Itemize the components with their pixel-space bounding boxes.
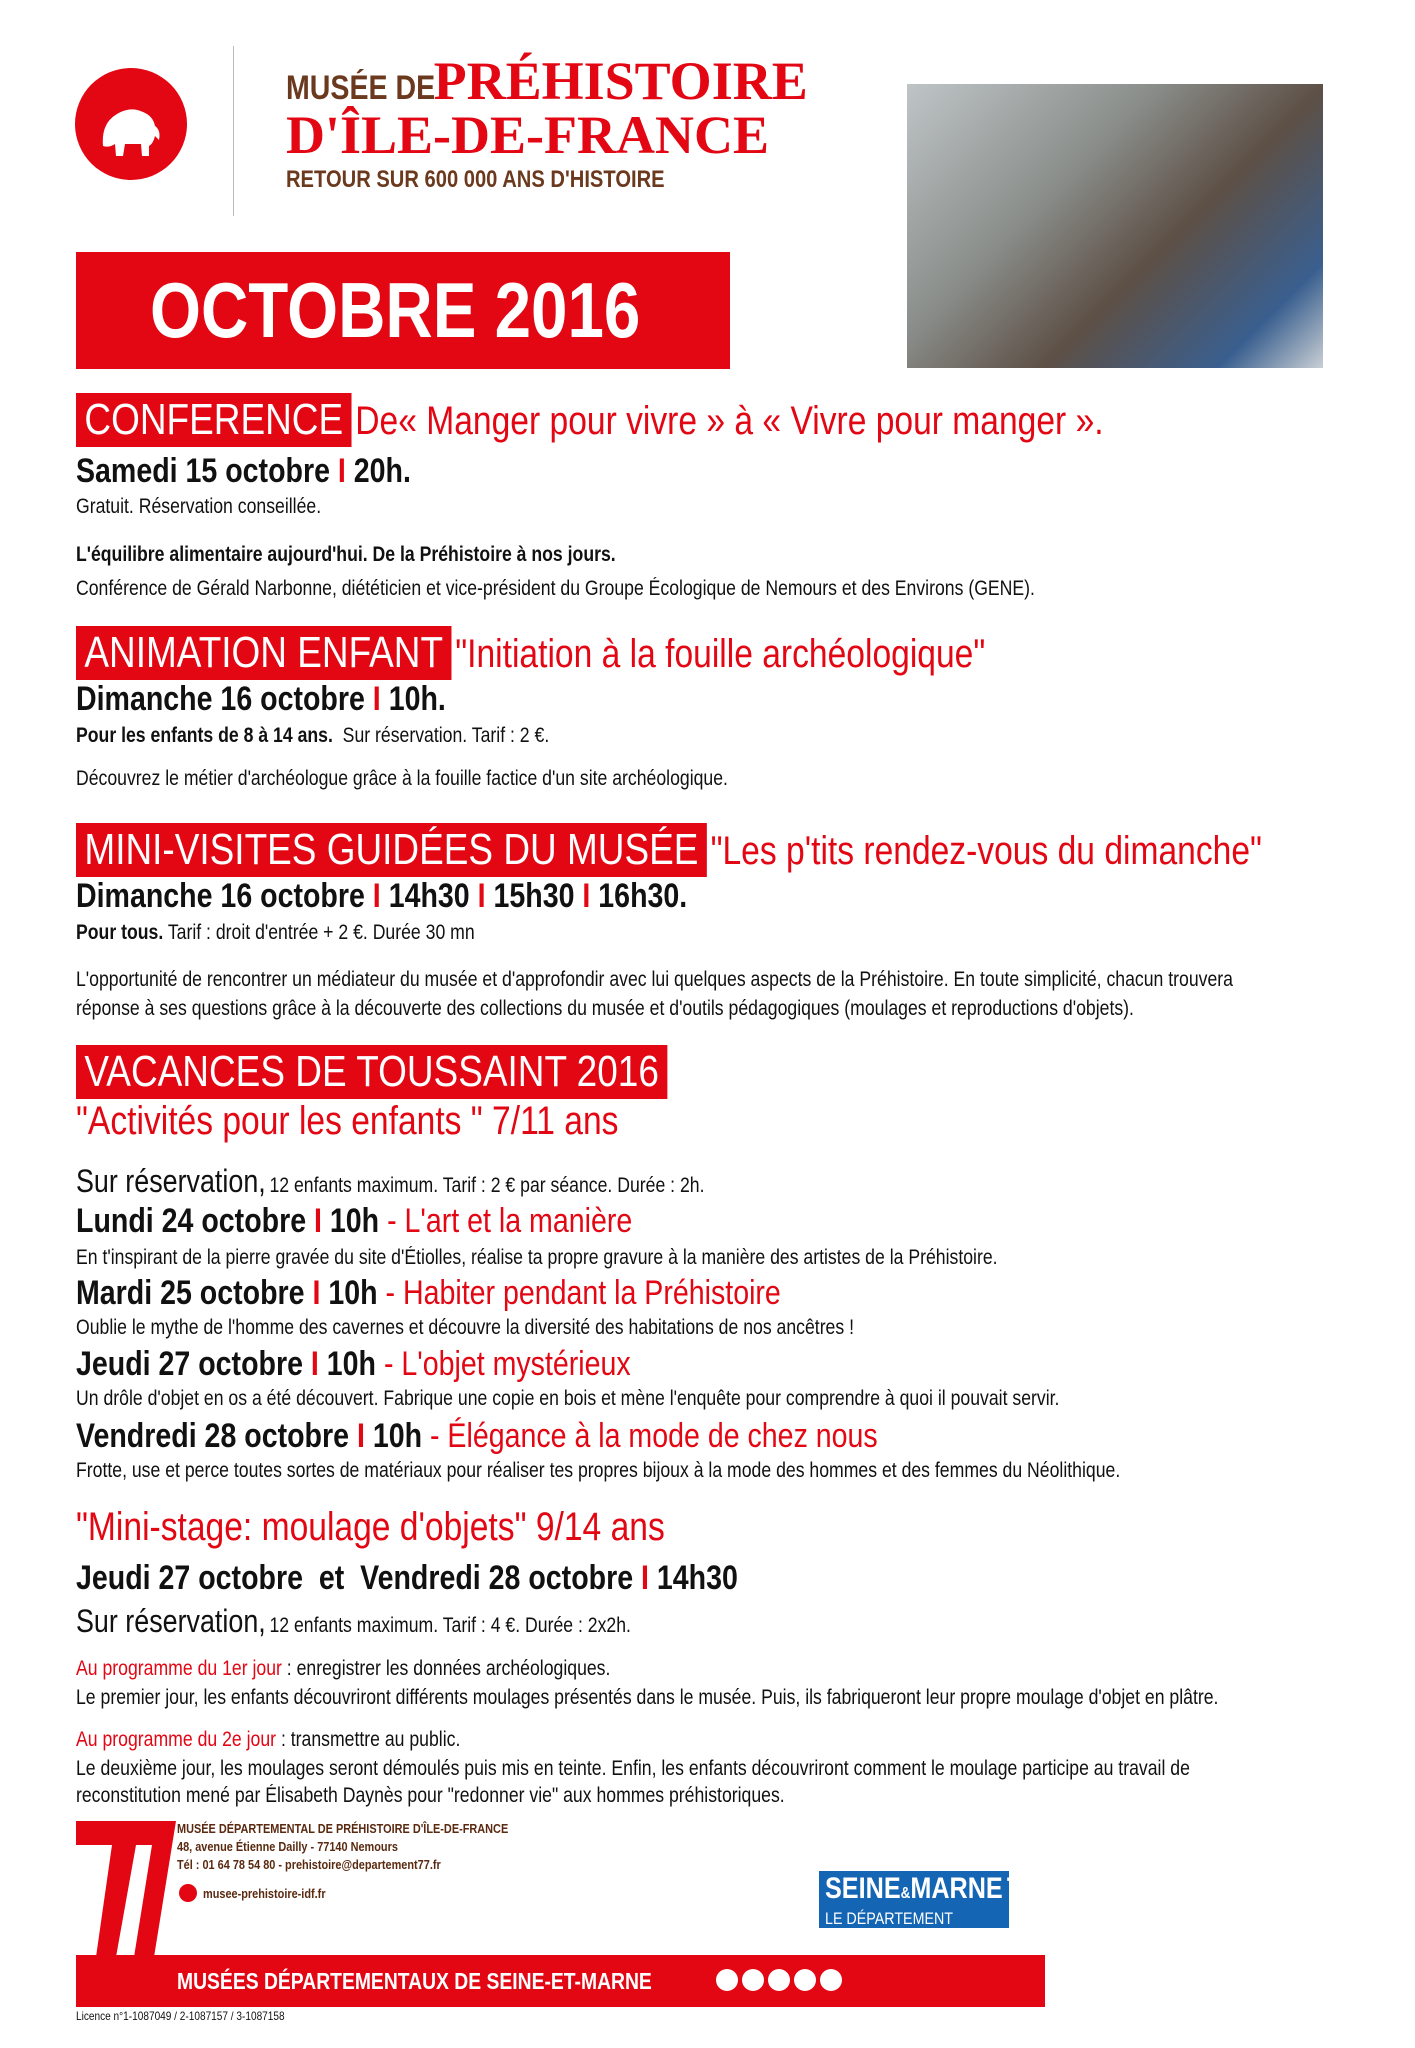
vacances-header	[76, 1045, 667, 1099]
footer-band	[76, 1955, 1045, 2007]
conference-info: Gratuit. Réservation conseillée.	[76, 495, 322, 518]
conference-desc: Conférence de Gérald Narbonne, diététicien et vice-président du Groupe Écologique de Nemours et des Environs (GENE).	[76, 577, 1035, 600]
stage-title: "Mini-stage: moulage d'objets" 9/14 ans	[76, 1505, 665, 1549]
museum-title	[286, 50, 808, 194]
stage-day2-desc1: Le deuxième jour, les moulages seront démoulés puis mis en teinte. Enfin, les enfants découvriront comment le moulage participe au travail de	[76, 1757, 1190, 1780]
museum-line1: MUSÉE DE	[286, 69, 436, 107]
activity-desc: Un drôle d'objet en os a été découvert. Fabrique une copie en bois et mène l'enquête pour comprendre à quoi il pouvait servir.	[76, 1387, 1060, 1410]
stage-day2-desc2: reconstitution mené par Élisabeth Daynès pour "redonner vie" aux hommes préhistoriques.	[76, 1784, 785, 1807]
seine-et-marne-77-logo	[76, 1821, 176, 1957]
conference-date: Samedi 15 octobre I 20h.	[76, 452, 411, 490]
vacances-resa: Sur réservation, 12 enfants maximum. Tarif : 2 € par séance. Durée : 2h.	[76, 1163, 705, 1199]
footer-address-block	[177, 1820, 508, 1874]
museum-icon	[716, 1969, 738, 1991]
activity-desc: Oublie le mythe de l'homme des cavernes et découvre la diversité des habitations de nos ancêtres !	[76, 1316, 854, 1339]
stage-day1-desc: Le premier jour, les enfants découvriront différents moulages présentés dans le musée. Puis, ils fabriqueront leur propre moulage d'objet en plâtre.	[76, 1686, 1219, 1709]
footer-museum-name: MUSÉE DÉPARTEMENTAL DE PRÉHISTOIRE D'ÎLE-DE-FRANCE	[177, 1821, 509, 1836]
activity-desc: Frotte, use et perce toutes sortes de matériaux pour réaliser tes propres bijoux à la mode des hommes et des femmes du Néolithique.	[76, 1459, 1121, 1482]
museum-icon	[742, 1969, 764, 1991]
vacances-subtitle: "Activités pour les enfants " 7/11 ans	[76, 1099, 619, 1143]
stage-day1: Au programme du 1er jour : enregistrer les données archéologiques.	[76, 1657, 611, 1680]
conference-tag: CONFERENCE	[76, 393, 352, 447]
museum-photo	[907, 84, 1323, 368]
vacances-tag: VACANCES DE TOUSSAINT 2016	[76, 1045, 667, 1099]
mammoth-logo	[75, 68, 187, 180]
month-banner	[76, 252, 730, 369]
animation-date: Dimanche 16 octobre I 10h.	[76, 680, 446, 718]
museum-icons	[716, 1969, 842, 1991]
seine-et-marne-logo: SEINE&MARNE 77 LE DÉPARTEMENT	[819, 1871, 1009, 1928]
visites-tag: MINI-VISITES GUIDÉES DU MUSÉE	[76, 823, 707, 877]
conference-heading: L'équilibre alimentaire aujourd'hui. De la Préhistoire à nos jours.	[76, 543, 616, 566]
footer-website-link[interactable]	[179, 1884, 349, 1902]
visites-title: "Les p'tits rendez-vous du dimanche"	[710, 829, 1262, 873]
footer-contact: Tél : 01 64 78 54 80 - prehistoire@departement77.fr	[177, 1857, 441, 1872]
animation-desc: Découvrez le métier d'archéologue grâce à la fouille factice d'un site archéologique.	[76, 767, 728, 790]
museum-icon	[768, 1969, 790, 1991]
stage-day2: Au programme du 2e jour : transmettre au public.	[76, 1728, 461, 1751]
visites-desc1: L'opportunité de rencontrer un médiateur du musée et d'approfondir avec lui quelques aspects de la Préhistoire. En toute simplicité, chacun trouvera	[76, 968, 1233, 991]
mammoth-icon	[179, 1884, 197, 1902]
museum-line2: D'ÎLE-DE-FRANCE	[286, 105, 770, 165]
animation-header	[76, 626, 985, 680]
visites-header	[76, 823, 1262, 877]
visites-desc2: réponse à ses questions grâce à la découverte des collections du musée et d'outils pédagogiques (moulages et reproductions d'objets).	[76, 997, 1134, 1020]
header-divider	[233, 46, 234, 216]
activity-date: Jeudi 27 octobre I 10h - L'objet mystérieux	[76, 1345, 631, 1383]
stage-date: Jeudi 27 octobre et Vendredi 28 octobre I 14h30	[76, 1559, 738, 1597]
animation-tag: ANIMATION ENFANT	[76, 626, 451, 680]
visites-info: Pour tous. Tarif : droit d'entrée + 2 €. Durée 30 mn	[76, 921, 475, 944]
month-title: OCTOBRE 2016	[150, 266, 641, 354]
website-text: musee-prehistoire-idf.fr	[203, 1885, 326, 1901]
activity-date: Lundi 24 octobre I 10h - L'art et la manière	[76, 1202, 633, 1240]
licence-text: Licence n°1-1087049 / 2-1087157 / 3-1087158	[76, 2009, 285, 2023]
conference-title: De« Manger pour vivre » à « Vivre pour manger ».	[355, 399, 1104, 443]
conference-header	[76, 393, 1104, 447]
animation-title: "Initiation à la fouille archéologique"	[455, 632, 986, 676]
stage-resa: Sur réservation, 12 enfants maximum. Tarif : 4 €. Durée : 2x2h.	[76, 1603, 631, 1639]
activity-desc: En t'inspirant de la pierre gravée du site d'Étiolles, réalise ta propre gravure à la manière des artistes de la Préhistoire.	[76, 1246, 998, 1269]
animation-info: Pour les enfants de 8 à 14 ans. Sur réservation. Tarif : 2 €.	[76, 724, 550, 747]
visites-date: Dimanche 16 octobre I 14h30 I 15h30 I 16h30.	[76, 877, 688, 915]
museum-icon	[794, 1969, 816, 1991]
activity-date: Mardi 25 octobre I 10h - Habiter pendant la Préhistoire	[76, 1274, 781, 1312]
museum-tagline: RETOUR SUR 600 000 ANS D'HISTOIRE	[286, 166, 665, 193]
museum-line1b: PRÉHISTOIRE	[433, 51, 808, 111]
activity-date: Vendredi 28 octobre I 10h - Élégance à la mode de chez nous	[76, 1417, 878, 1455]
footer-address: 48, avenue Étienne Dailly - 77140 Nemours	[177, 1839, 398, 1854]
museum-icon	[820, 1969, 842, 1991]
footer-band-text: MUSÉES DÉPARTEMENTAUX DE SEINE-ET-MARNE	[177, 1968, 652, 1994]
